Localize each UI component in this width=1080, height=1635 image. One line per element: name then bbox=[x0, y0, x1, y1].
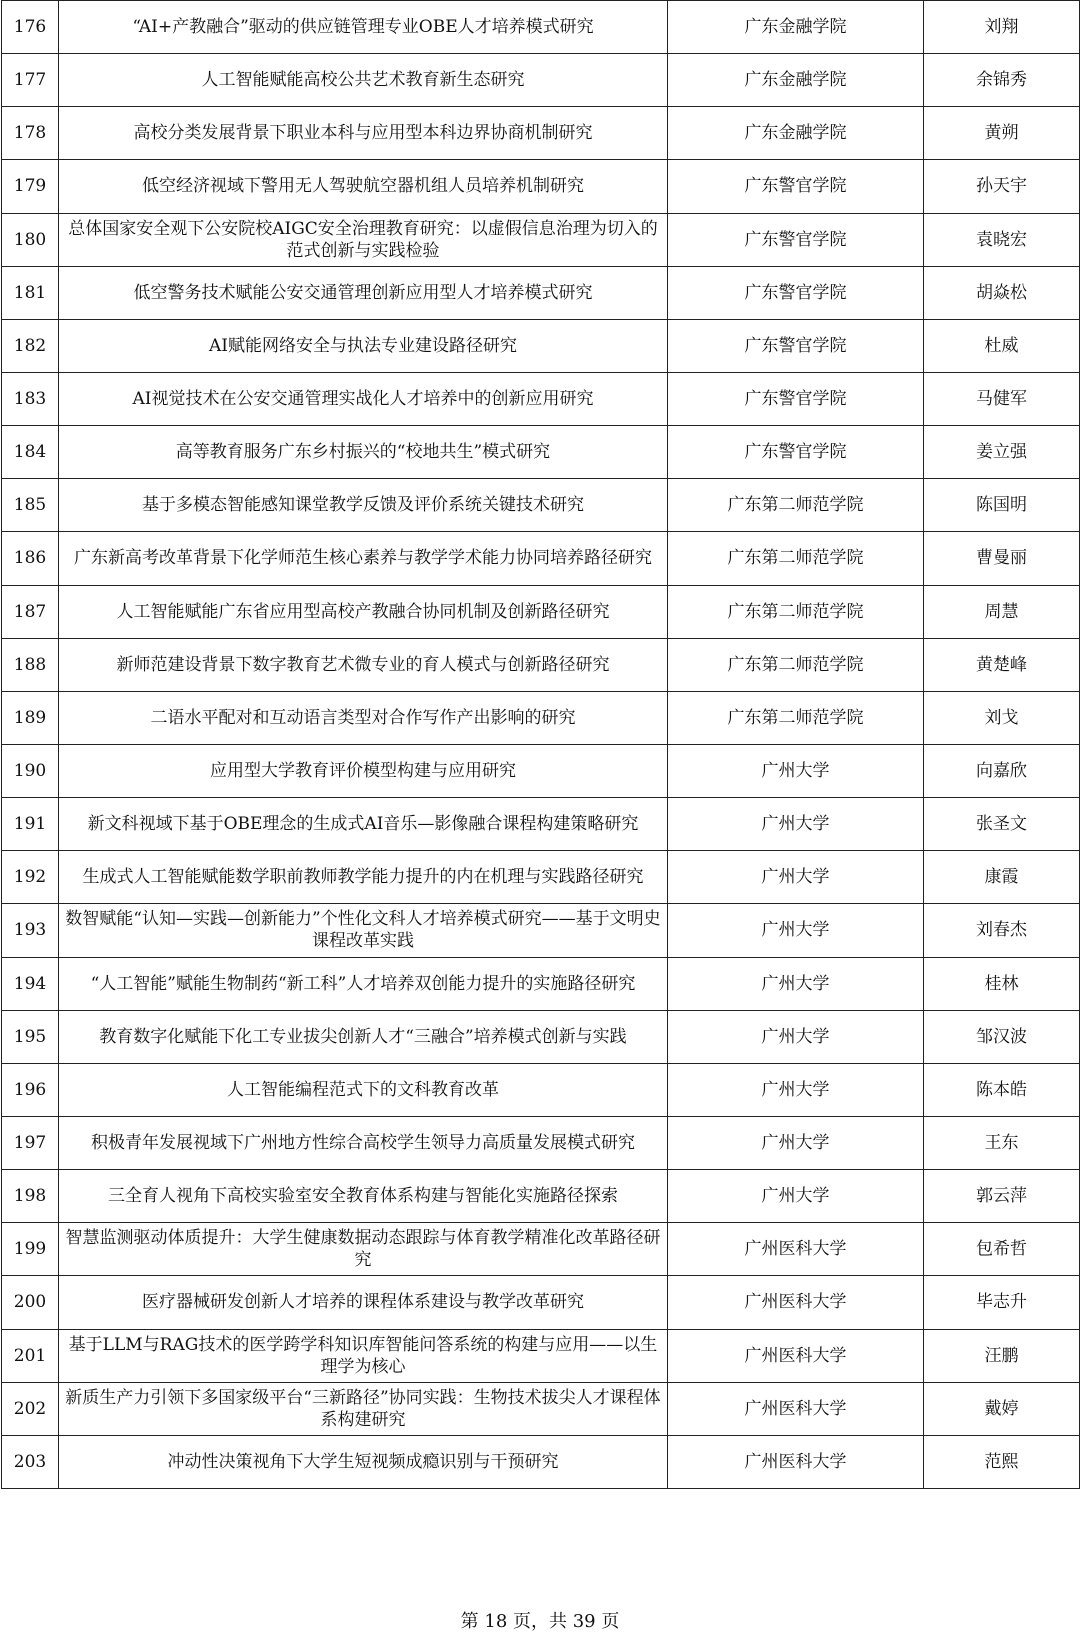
project-title: 新文科视域下基于OBE理念的生成式AI音乐—影像融合课程构建策略研究 bbox=[59, 798, 668, 851]
row-number: 195 bbox=[2, 1010, 59, 1063]
table-row bbox=[2, 54, 1080, 107]
project-title: 广东新高考改革背景下化学师范生核心素养与教学学术能力协同培养路径研究 bbox=[59, 532, 668, 585]
table-row bbox=[2, 160, 1080, 213]
project-leader: 胡焱松 bbox=[924, 266, 1080, 319]
institution-name: 广州大学 bbox=[668, 851, 924, 904]
row-number: 188 bbox=[2, 638, 59, 691]
project-leader: 郭云萍 bbox=[924, 1170, 1080, 1223]
table-row bbox=[2, 372, 1080, 425]
project-leader: 曹曼丽 bbox=[924, 532, 1080, 585]
row-number: 191 bbox=[2, 798, 59, 851]
project-leader: 孙天宇 bbox=[924, 160, 1080, 213]
row-number: 189 bbox=[2, 691, 59, 744]
institution-name: 广州大学 bbox=[668, 957, 924, 1010]
table-row bbox=[2, 1435, 1080, 1488]
page-footer: 第 18 页，共 39 页 bbox=[460, 1611, 620, 1632]
project-leader: 桂林 bbox=[924, 957, 1080, 1010]
row-number: 177 bbox=[2, 54, 59, 107]
project-title: 应用型大学教育评价模型构建与应用研究 bbox=[59, 744, 668, 797]
project-title: 人工智能赋能广东省应用型高校产教融合协同机制及创新路径研究 bbox=[59, 585, 668, 638]
table-row bbox=[2, 107, 1080, 160]
project-leader: 戴婷 bbox=[924, 1382, 1080, 1435]
institution-name: 广州医科大学 bbox=[668, 1223, 924, 1276]
project-leader: 邹汉波 bbox=[924, 1010, 1080, 1063]
table-row bbox=[2, 1, 1080, 54]
row-number: 180 bbox=[2, 213, 59, 266]
institution-name: 广东第二师范学院 bbox=[668, 585, 924, 638]
institution-name: 广东金融学院 bbox=[668, 54, 924, 107]
institution-name: 广东金融学院 bbox=[668, 107, 924, 160]
row-number: 203 bbox=[2, 1435, 59, 1488]
row-number: 194 bbox=[2, 957, 59, 1010]
institution-name: 广州医科大学 bbox=[668, 1276, 924, 1329]
project-title: 高校分类发展背景下职业本科与应用型本科边界协商机制研究 bbox=[59, 107, 668, 160]
project-leader: 周慧 bbox=[924, 585, 1080, 638]
institution-name: 广东警官学院 bbox=[668, 372, 924, 425]
project-title: 低空警务技术赋能公安交通管理创新应用型人才培养模式研究 bbox=[59, 266, 668, 319]
row-number: 202 bbox=[2, 1382, 59, 1435]
institution-name: 广东第二师范学院 bbox=[668, 638, 924, 691]
project-title: 数智赋能“认知—实践—创新能力”个性化文科人才培养模式研究——基于文明史课程改革实践 bbox=[59, 904, 668, 957]
institution-name: 广东第二师范学院 bbox=[668, 691, 924, 744]
project-leader: 刘戈 bbox=[924, 691, 1080, 744]
project-title: “人工智能”赋能生物制药“新工科”人才培养双创能力提升的实施路径研究 bbox=[59, 957, 668, 1010]
institution-name: 广州医科大学 bbox=[668, 1382, 924, 1435]
institution-name: 广州大学 bbox=[668, 798, 924, 851]
project-leader: 汪鹏 bbox=[924, 1329, 1080, 1382]
institution-name: 广东警官学院 bbox=[668, 426, 924, 479]
table-row bbox=[2, 426, 1080, 479]
institution-name: 广东第二师范学院 bbox=[668, 532, 924, 585]
project-leader: 向嘉欣 bbox=[924, 744, 1080, 797]
row-number: 193 bbox=[2, 904, 59, 957]
project-title: 基于LLM与RAG技术的医学跨学科知识库智能问答系统的构建与应用——以生理学为核心 bbox=[59, 1329, 668, 1382]
row-number: 184 bbox=[2, 426, 59, 479]
row-number: 199 bbox=[2, 1223, 59, 1276]
project-leader: 马健军 bbox=[924, 372, 1080, 425]
project-title: 生成式人工智能赋能数学职前教师教学能力提升的内在机理与实践路径研究 bbox=[59, 851, 668, 904]
institution-name: 广东第二师范学院 bbox=[668, 479, 924, 532]
project-leader: 陈本皓 bbox=[924, 1063, 1080, 1116]
project-leader: 包希哲 bbox=[924, 1223, 1080, 1276]
institution-name: 广东警官学院 bbox=[668, 213, 924, 266]
project-leader: 姜立强 bbox=[924, 426, 1080, 479]
project-title: 总体国家安全观下公安院校AIGC安全治理教育研究：以虚假信息治理为切入的范式创新与实践检验 bbox=[59, 213, 668, 266]
project-title: 积极青年发展视域下广州地方性综合高校学生领导力高质量发展模式研究 bbox=[59, 1116, 668, 1169]
institution-name: 广州大学 bbox=[668, 904, 924, 957]
table-row bbox=[2, 1223, 1080, 1276]
institution-name: 广东警官学院 bbox=[668, 266, 924, 319]
row-number: 198 bbox=[2, 1170, 59, 1223]
project-leader: 黄楚峰 bbox=[924, 638, 1080, 691]
project-title: 高等教育服务广东乡村振兴的“校地共生”模式研究 bbox=[59, 426, 668, 479]
row-number: 179 bbox=[2, 160, 59, 213]
table-row bbox=[2, 319, 1080, 372]
row-number: 182 bbox=[2, 319, 59, 372]
project-title: 三全育人视角下高校实验室安全教育体系构建与智能化实施路径探索 bbox=[59, 1170, 668, 1223]
row-number: 185 bbox=[2, 479, 59, 532]
table-row bbox=[2, 266, 1080, 319]
project-title: AI视觉技术在公安交通管理实战化人才培养中的创新应用研究 bbox=[59, 372, 668, 425]
table-row bbox=[2, 1063, 1080, 1116]
table-row bbox=[2, 532, 1080, 585]
institution-name: 广州大学 bbox=[668, 744, 924, 797]
table-row bbox=[2, 585, 1080, 638]
project-title: 低空经济视域下警用无人驾驶航空器机组人员培养机制研究 bbox=[59, 160, 668, 213]
project-title: 人工智能编程范式下的文科教育改革 bbox=[59, 1063, 668, 1116]
row-number: 187 bbox=[2, 585, 59, 638]
project-title: 二语水平配对和互动语言类型对合作写作产出影响的研究 bbox=[59, 691, 668, 744]
row-number: 178 bbox=[2, 107, 59, 160]
project-title: 人工智能赋能高校公共艺术教育新生态研究 bbox=[59, 54, 668, 107]
table-row bbox=[2, 1010, 1080, 1063]
table-row bbox=[2, 1170, 1080, 1223]
institution-name: 广东金融学院 bbox=[668, 1, 924, 54]
table-row bbox=[2, 851, 1080, 904]
project-leader: 陈国明 bbox=[924, 479, 1080, 532]
row-number: 176 bbox=[2, 1, 59, 54]
project-table bbox=[1, 0, 1080, 1489]
project-title: 冲动性决策视角下大学生短视频成瘾识别与干预研究 bbox=[59, 1435, 668, 1488]
institution-name: 广州大学 bbox=[668, 1170, 924, 1223]
project-title: 教育数字化赋能下化工专业拔尖创新人才“三融合”培养模式创新与实践 bbox=[59, 1010, 668, 1063]
institution-name: 广州医科大学 bbox=[668, 1435, 924, 1488]
project-leader: 刘翔 bbox=[924, 1, 1080, 54]
project-leader: 康霞 bbox=[924, 851, 1080, 904]
project-title: 基于多模态智能感知课堂教学反馈及评价系统关键技术研究 bbox=[59, 479, 668, 532]
table-row bbox=[2, 1276, 1080, 1329]
institution-name: 广州医科大学 bbox=[668, 1329, 924, 1382]
table-row bbox=[2, 798, 1080, 851]
row-number: 196 bbox=[2, 1063, 59, 1116]
project-leader: 黄朔 bbox=[924, 107, 1080, 160]
project-leader: 张圣文 bbox=[924, 798, 1080, 851]
project-leader: 王东 bbox=[924, 1116, 1080, 1169]
row-number: 197 bbox=[2, 1116, 59, 1169]
project-leader: 范熙 bbox=[924, 1435, 1080, 1488]
institution-name: 广州大学 bbox=[668, 1063, 924, 1116]
row-number: 183 bbox=[2, 372, 59, 425]
row-number: 200 bbox=[2, 1276, 59, 1329]
institution-name: 广东警官学院 bbox=[668, 319, 924, 372]
row-number: 186 bbox=[2, 532, 59, 585]
table-row bbox=[2, 1329, 1080, 1382]
table-row bbox=[2, 638, 1080, 691]
row-number: 192 bbox=[2, 851, 59, 904]
project-title: 智慧监测驱动体质提升：大学生健康数据动态跟踪与体育教学精准化改革路径研究 bbox=[59, 1223, 668, 1276]
project-title: AI赋能网络安全与执法专业建设路径研究 bbox=[59, 319, 668, 372]
table-row bbox=[2, 479, 1080, 532]
row-number: 181 bbox=[2, 266, 59, 319]
institution-name: 广州大学 bbox=[668, 1116, 924, 1169]
table-body bbox=[2, 1, 1080, 1489]
project-title: 新质生产力引领下多国家级平台“三新路径”协同实践：生物技术拔尖人才课程体系构建研究 bbox=[59, 1382, 668, 1435]
table-row bbox=[2, 213, 1080, 266]
project-leader: 毕志升 bbox=[924, 1276, 1080, 1329]
table-row bbox=[2, 1116, 1080, 1169]
table-row bbox=[2, 957, 1080, 1010]
project-title: 新师范建设背景下数字教育艺术微专业的育人模式与创新路径研究 bbox=[59, 638, 668, 691]
table-row bbox=[2, 691, 1080, 744]
row-number: 190 bbox=[2, 744, 59, 797]
project-leader: 刘春杰 bbox=[924, 904, 1080, 957]
project-title: “AI+产教融合”驱动的供应链管理专业OBE人才培养模式研究 bbox=[59, 1, 668, 54]
table-row bbox=[2, 904, 1080, 957]
project-leader: 杜威 bbox=[924, 319, 1080, 372]
institution-name: 广州大学 bbox=[668, 1010, 924, 1063]
project-leader: 袁晓宏 bbox=[924, 213, 1080, 266]
project-leader: 余锦秀 bbox=[924, 54, 1080, 107]
table-row bbox=[2, 1382, 1080, 1435]
table-row bbox=[2, 744, 1080, 797]
institution-name: 广东警官学院 bbox=[668, 160, 924, 213]
row-number: 201 bbox=[2, 1329, 59, 1382]
project-title: 医疗器械研发创新人才培养的课程体系建设与教学改革研究 bbox=[59, 1276, 668, 1329]
